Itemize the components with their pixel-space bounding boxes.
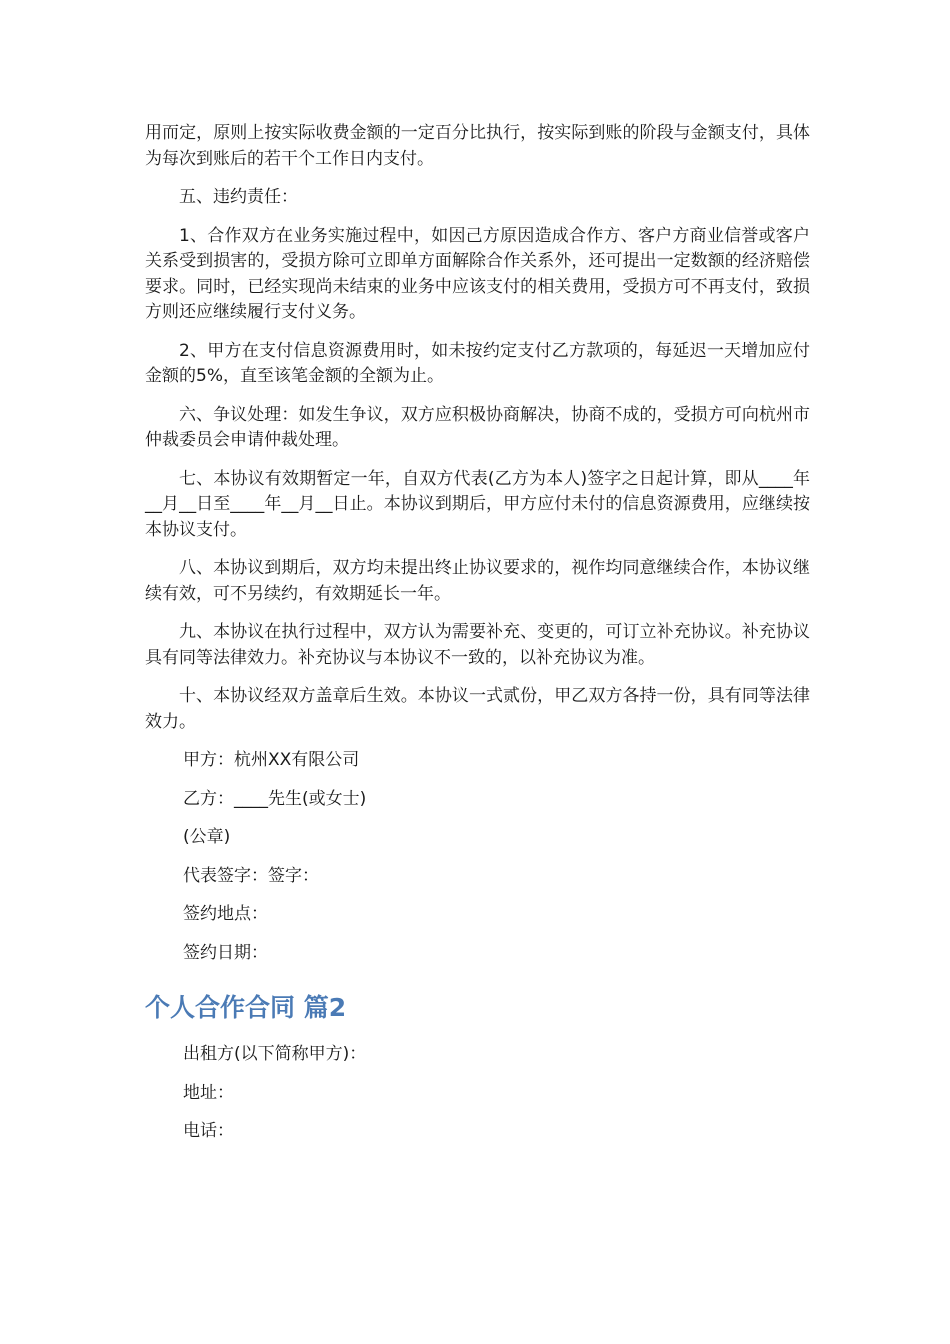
lessor-line: 出租方(以下简称甲方)：	[183, 1044, 367, 1064]
document-page	[145, 121, 810, 1158]
section-title: 个人合作合同 篇2	[145, 993, 347, 1022]
signature-representative: 代表签字：签字：	[183, 865, 319, 886]
signature-party-b: 乙方：____先生(或女士)	[183, 788, 367, 809]
address-line: 地址：	[183, 1082, 234, 1103]
phone-line: 电话：	[183, 1121, 234, 1141]
signature-seal: (公章)	[183, 827, 231, 847]
paragraph-renewal: 八、本协议到期后，双方均未提出终止协议要求的，视作均同意继续合作，本协议继续有效，可不另续约，有效期延长一年。	[145, 558, 810, 604]
paragraph-payment-continued: 用而定，原则上按实际收费金额的一定百分比执行，按实际到账的阶段与金额支付，具体为每次到账后的若干个工作日内支付。	[145, 123, 810, 169]
signature-party-a: 甲方：杭州XX有限公司	[183, 750, 360, 770]
paragraph-breach-1: 1、合作双方在业务实施过程中，如因己方原因造成合作方、客户方商业信誉或客户关系受到损害的，受损方除可立即单方面解除合作关系外，还可提出一定数额的经济赔偿要求。同时，已经实现尚未结束的业务中应该支付的相关费用，受损方可不再支付，致损方则还应继续履行支付义务。	[145, 225, 810, 322]
paragraph-breach-2: 2、甲方在支付信息资源费用时，如未按约定支付乙方款项的，每延迟一天增加应付金额的5%，直至该笔金额的全额为止。	[145, 340, 810, 386]
section-heading-breach: 五、违约责任：	[179, 187, 298, 207]
paragraph-term: 七、本协议有效期暂定一年，自双方代表(乙方为本人)签字之日起计算，即从____年__月__日至____年__月__日止。本协议到期后，甲方应付未付的信息资源费用，应继续按本协议支付。	[145, 468, 810, 540]
paragraph-effective: 十、本协议经双方盖章后生效。本协议一式贰份，甲乙双方各持一份，具有同等法律效力。	[145, 686, 810, 732]
paragraph-supplement: 九、本协议在执行过程中，双方认为需要补充、变更的，可订立补充协议。补充协议具有同等法律效力。补充协议与本协议不一致的，以补充协议为准。	[145, 622, 810, 668]
signature-date: 签约日期：	[183, 942, 268, 963]
signature-place: 签约地点：	[183, 904, 268, 924]
paragraph-dispute: 六、争议处理：如发生争议，双方应积极协商解决，协商不成的，受损方可向杭州市仲裁委员会申请仲裁处理。	[145, 404, 810, 450]
